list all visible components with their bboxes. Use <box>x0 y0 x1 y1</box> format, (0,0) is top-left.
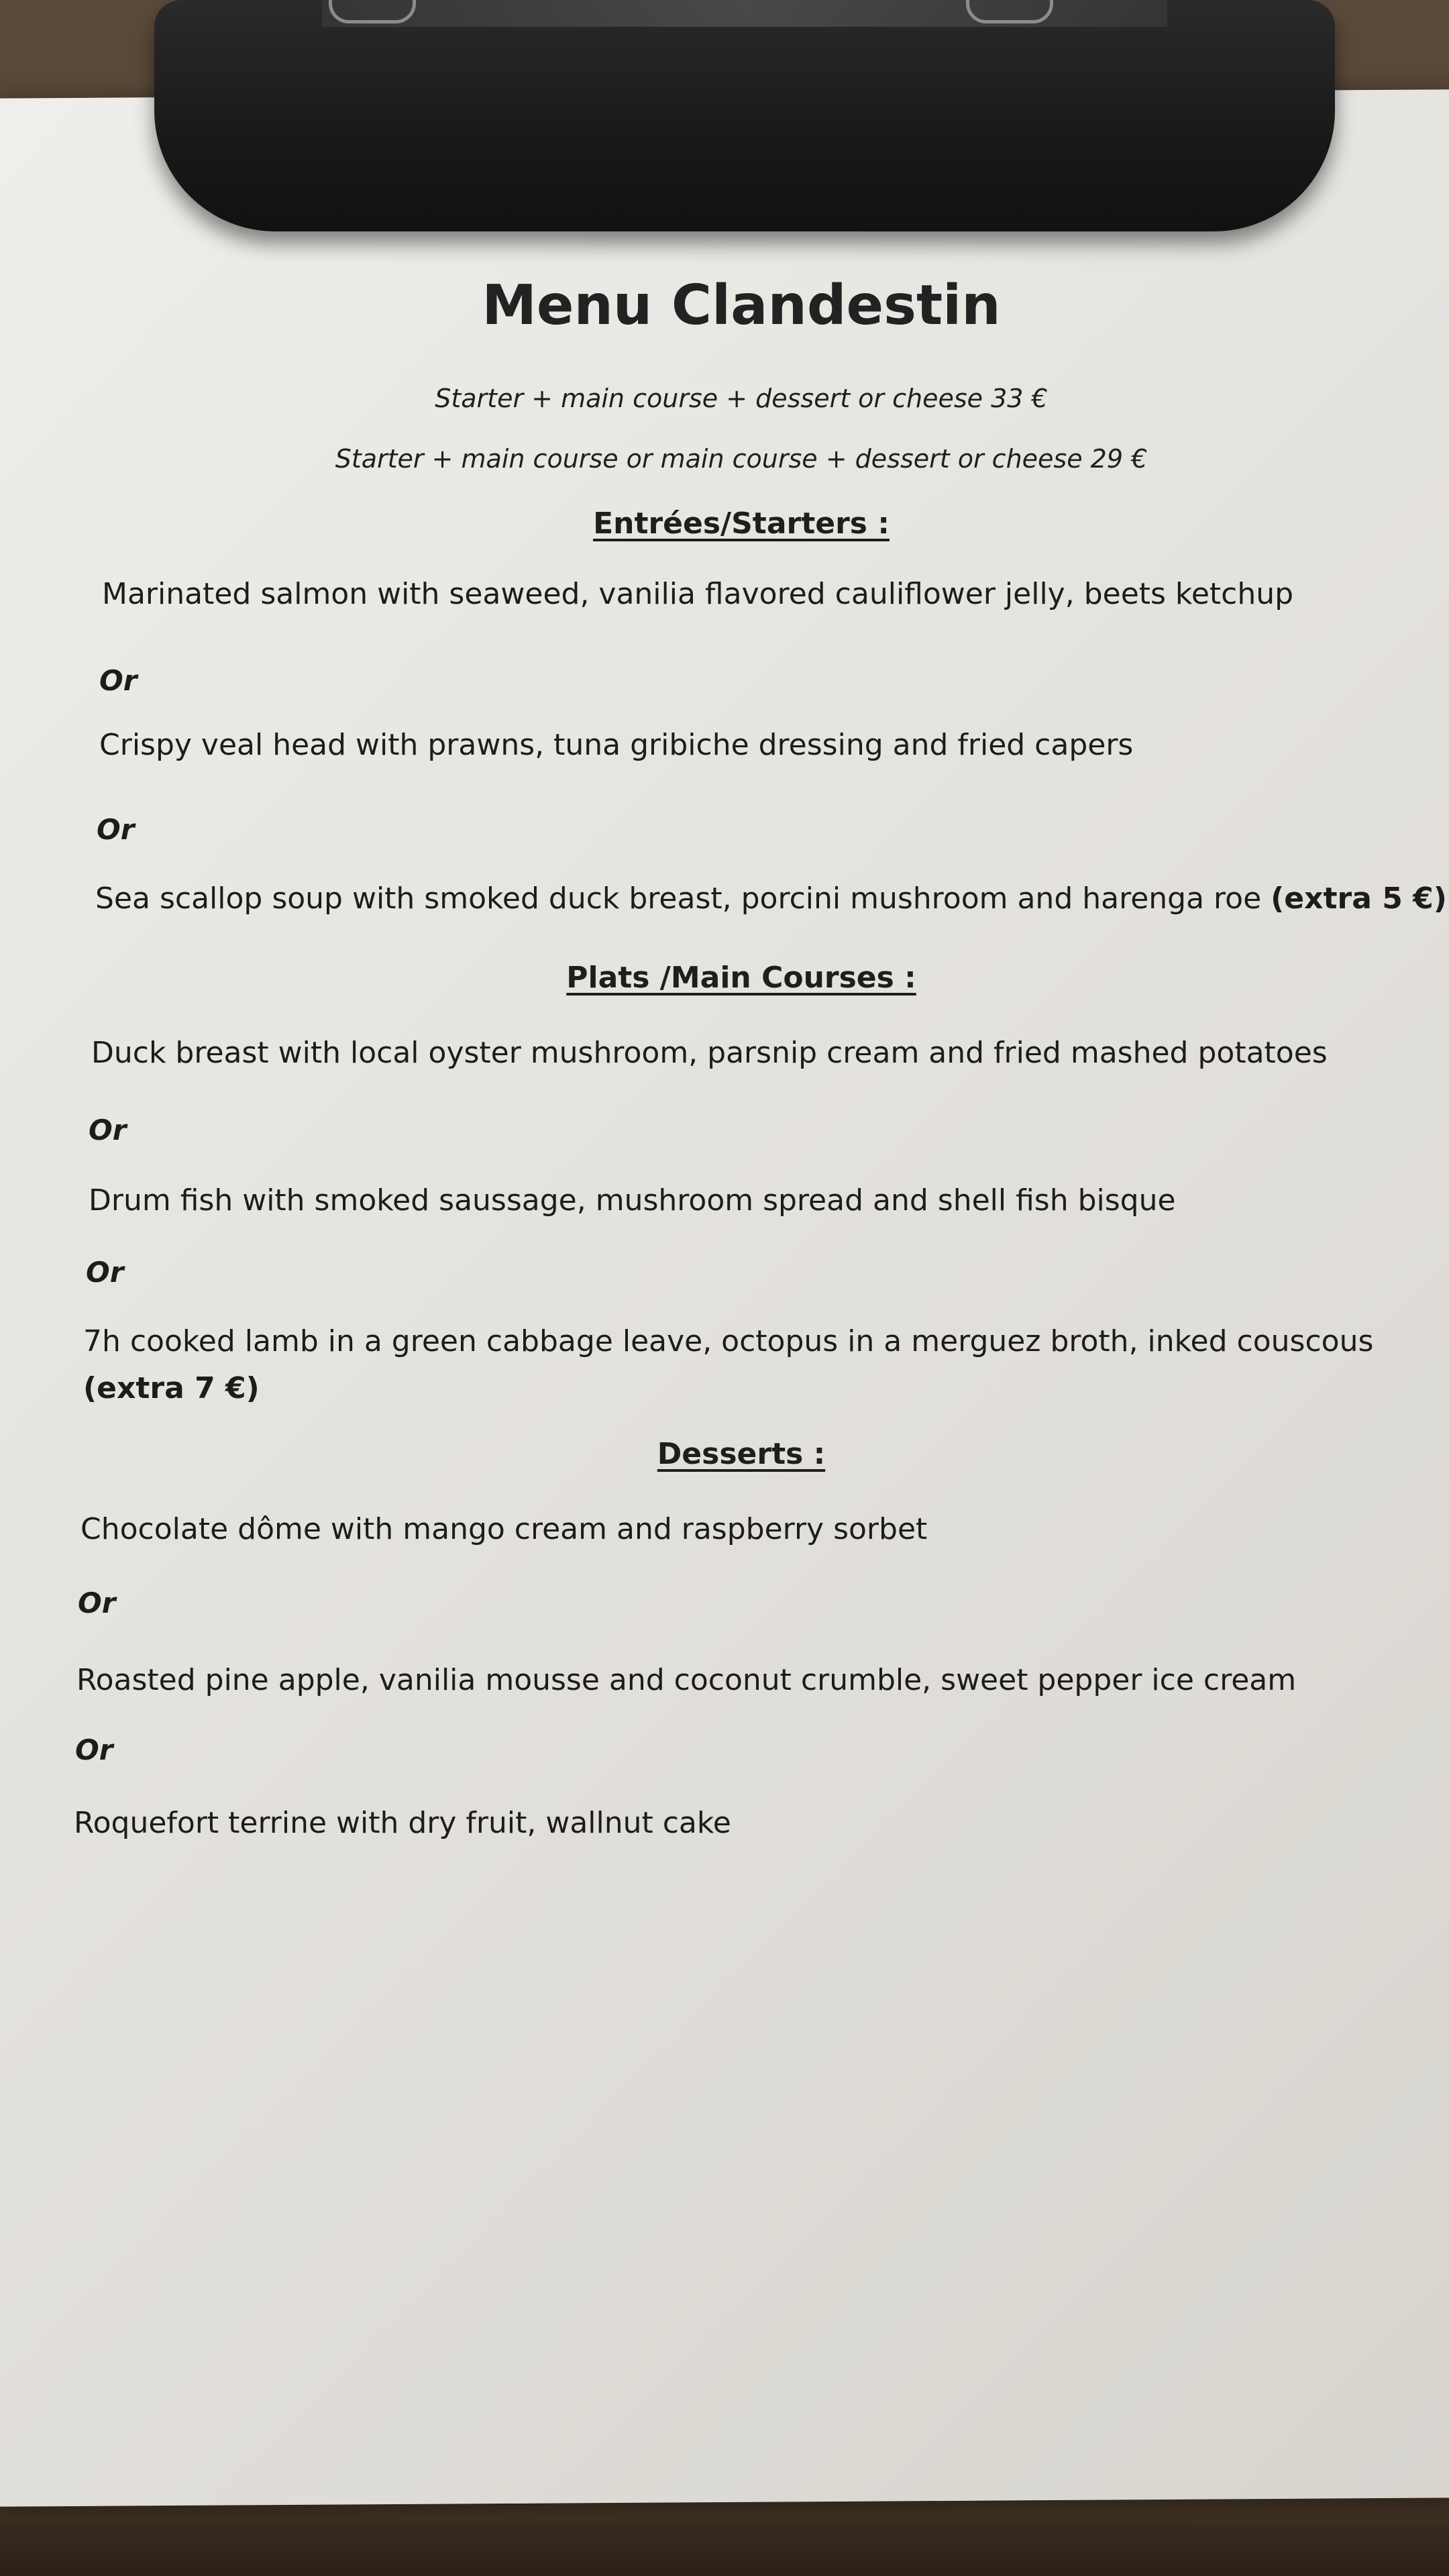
dish-text: Duck breast with local oyster mushroom, parsnip cream and fried mashed potatoes <box>91 1036 1328 1070</box>
dish-extra-price: (extra 7 €) <box>83 1371 260 1405</box>
dish-item <box>74 1798 731 1849</box>
section-heading-desserts: Desserts : <box>657 1437 826 1471</box>
or-label: Or <box>89 1114 127 1146</box>
dish-item <box>99 720 1133 771</box>
menu-title: Menu Clandestin <box>482 274 1001 337</box>
dish-item <box>83 1318 1373 1412</box>
table-edge <box>0 2522 1449 2576</box>
dish-item <box>89 1175 1176 1226</box>
section-heading-mains: Plats /Main Courses : <box>566 961 916 995</box>
dish-text: Sea scallop soup with smoked duck breast, porcini mushroom and harenga roe <box>95 881 1271 916</box>
or-label: Or <box>78 1587 116 1619</box>
dish-text: Crispy veal head with prawns, tuna gribiche dressing and fried capers <box>99 728 1134 762</box>
section-heading-starters: Entrées/Starters : <box>593 506 890 541</box>
dish-text: Marinated salmon with seaweed, vanilia flavored cauliflower jelly, beets ketchup <box>102 577 1294 611</box>
or-label: Or <box>97 813 135 846</box>
dish-item <box>76 1655 1296 1706</box>
dish-item <box>91 1028 1328 1079</box>
or-label: Or <box>99 664 138 697</box>
dish-text: Roquefort terrine with dry fruit, wallnut cake <box>74 1806 731 1840</box>
dish-text: Roasted pine apple, vanilia mousse and coconut crumble, sweet pepper ice cream <box>76 1663 1297 1697</box>
menu-formula: Starter + main course + dessert or cheese 33 € <box>435 384 1048 413</box>
dish-item <box>102 569 1293 620</box>
dish-text: 7h cooked lamb in a green cabbage leave, octopus in a merguez broth, inked couscous <box>83 1324 1374 1358</box>
dish-extra-price: (extra 5 €) <box>1271 881 1447 916</box>
menu-formula: Starter + main course or main course + dessert or cheese 29 € <box>335 444 1148 474</box>
dish-item <box>95 873 1447 924</box>
dish-text: Chocolate dôme with mango cream and raspberry sorbet <box>80 1512 928 1546</box>
or-label: Or <box>86 1256 124 1289</box>
or-label: Or <box>75 1733 113 1766</box>
dish-item <box>80 1504 927 1555</box>
dish-text: Drum fish with smoked saussage, mushroom spread and shell fish bisque <box>89 1183 1176 1218</box>
